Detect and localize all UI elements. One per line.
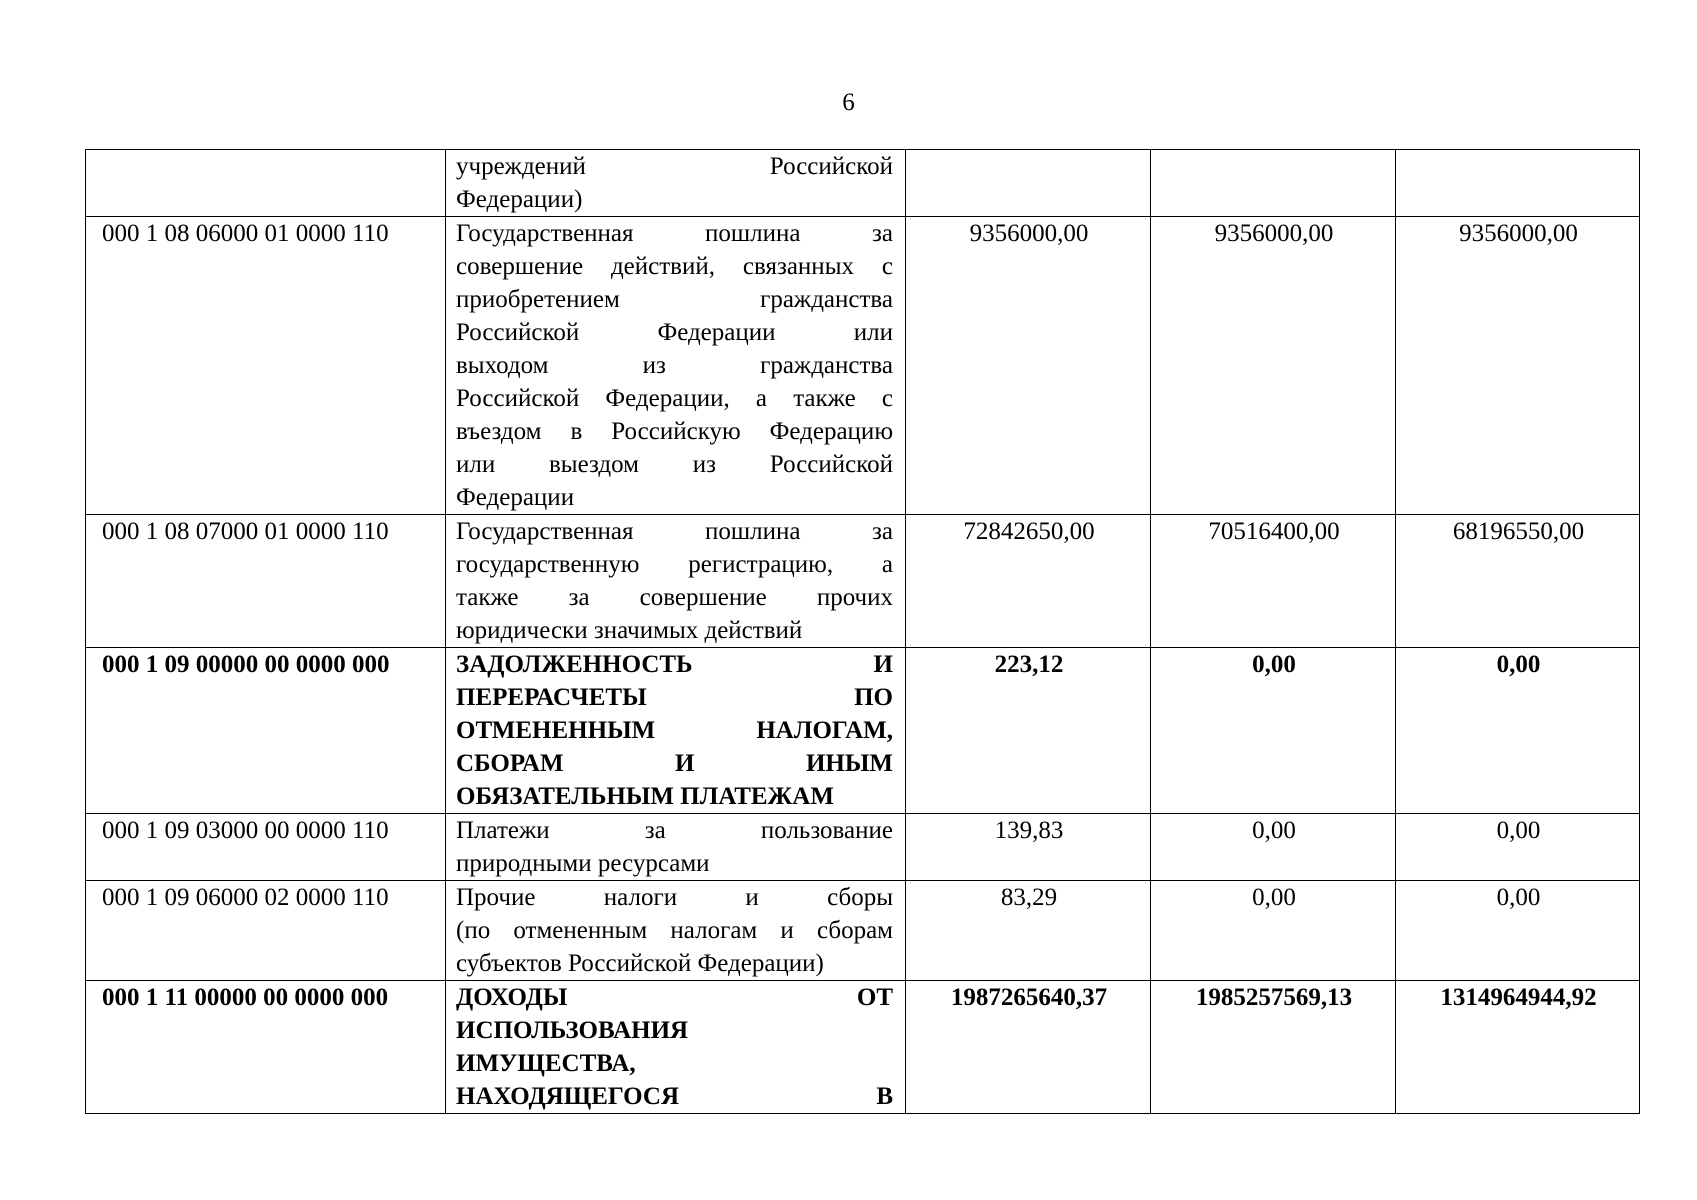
income-description-cell	[446, 648, 906, 814]
amount-year-1-cell: 139,83	[906, 814, 1151, 881]
description-line: ИМУЩЕСТВА,	[456, 1050, 636, 1077]
table-row	[86, 881, 1640, 981]
amount-year-2-cell	[1151, 150, 1396, 217]
budget-code-cell: 000 1 08 06000 01 0000 110	[86, 217, 446, 515]
description-line: Государственная пошлина за	[456, 518, 893, 545]
budget-code-cell: 000 1 09 06000 02 0000 110	[86, 881, 446, 981]
description-line: приобретением гражданства	[456, 286, 893, 313]
description-line: НАХОДЯЩЕГОСЯ В	[456, 1083, 893, 1110]
description-line: ОБЯЗАТЕЛЬНЫМ ПЛАТЕЖАМ	[456, 783, 834, 810]
amount-year-2-cell: 0,00	[1151, 814, 1396, 881]
description-line: Платежи за пользование	[456, 817, 893, 844]
description-line: Федерации	[456, 484, 575, 511]
description-line: государственную регистрацию, а	[456, 551, 893, 578]
income-description-cell	[446, 150, 906, 217]
amount-year-3-cell	[1396, 150, 1640, 217]
income-description-cell	[446, 881, 906, 981]
description-line: субъектов Российской Федерации)	[456, 950, 824, 977]
budget-code-cell: 000 1 09 00000 00 0000 000	[86, 648, 446, 814]
table-body	[86, 150, 1640, 1114]
budget-code-cell	[86, 150, 446, 217]
amount-year-1-cell: 72842650,00	[906, 515, 1151, 648]
description-line: выходом из гражданства	[456, 352, 893, 379]
description-line: учреждений Российской	[456, 153, 893, 180]
description-line: Российской Федерации или	[456, 319, 893, 346]
table-row	[86, 515, 1640, 648]
description-line: Прочие налоги и сборы	[456, 884, 893, 911]
description-line: совершение действий, связанных с	[456, 253, 893, 280]
table-row	[86, 814, 1640, 881]
amount-year-3-cell: 0,00	[1396, 881, 1640, 981]
budget-code-cell: 000 1 08 07000 01 0000 110	[86, 515, 446, 648]
income-description-cell	[446, 515, 906, 648]
description-line: ОТМЕНЕННЫМ НАЛОГАМ,	[456, 717, 893, 744]
description-line: также за совершение прочих	[456, 584, 893, 611]
amount-year-3-cell: 68196550,00	[1396, 515, 1640, 648]
description-line: или выездом из Российской	[456, 451, 893, 478]
amount-year-3-cell: 0,00	[1396, 648, 1640, 814]
description-line: ПЕРЕРАСЧЕТЫ ПО	[456, 684, 893, 711]
description-line: СБОРАМ И ИНЫМ	[456, 750, 893, 777]
table-row	[86, 217, 1640, 515]
amount-year-2-cell: 9356000,00	[1151, 217, 1396, 515]
table-row	[86, 150, 1640, 217]
amount-year-2-cell: 0,00	[1151, 648, 1396, 814]
description-line: (по отмененным налогам и сборам	[456, 917, 893, 944]
amount-year-2-cell: 0,00	[1151, 881, 1396, 981]
description-line: юридически значимых действий	[456, 617, 803, 644]
income-description-cell	[446, 814, 906, 881]
table-row	[86, 648, 1640, 814]
description-line: ИСПОЛЬЗОВАНИЯ	[456, 1017, 689, 1044]
amount-year-3-cell: 0,00	[1396, 814, 1640, 881]
amount-year-1-cell: 1987265640,37	[906, 981, 1151, 1114]
table-row	[86, 981, 1640, 1114]
amount-year-1-cell: 223,12	[906, 648, 1151, 814]
budget-code-cell: 000 1 11 00000 00 0000 000	[86, 981, 446, 1114]
budget-income-table	[85, 149, 1640, 1114]
page-number: 6	[842, 89, 855, 116]
description-line: ДОХОДЫ ОТ	[456, 984, 893, 1011]
amount-year-2-cell: 70516400,00	[1151, 515, 1396, 648]
amount-year-3-cell: 1314964944,92	[1396, 981, 1640, 1114]
description-line: Федерации)	[456, 186, 583, 213]
income-description-cell	[446, 981, 906, 1114]
amount-year-1-cell	[906, 150, 1151, 217]
budget-code-cell: 000 1 09 03000 00 0000 110	[86, 814, 446, 881]
amount-year-3-cell: 9356000,00	[1396, 217, 1640, 515]
description-line: природными ресурсами	[456, 850, 710, 877]
amount-year-2-cell: 1985257569,13	[1151, 981, 1396, 1114]
description-line: Государственная пошлина за	[456, 220, 893, 247]
description-line: ЗАДОЛЖЕННОСТЬ И	[456, 651, 893, 678]
description-line: Российской Федерации, а также с	[456, 385, 893, 412]
description-line: въездом в Российскую Федерацию	[456, 418, 893, 445]
income-description-cell	[446, 217, 906, 515]
amount-year-1-cell: 9356000,00	[906, 217, 1151, 515]
amount-year-1-cell: 83,29	[906, 881, 1151, 981]
